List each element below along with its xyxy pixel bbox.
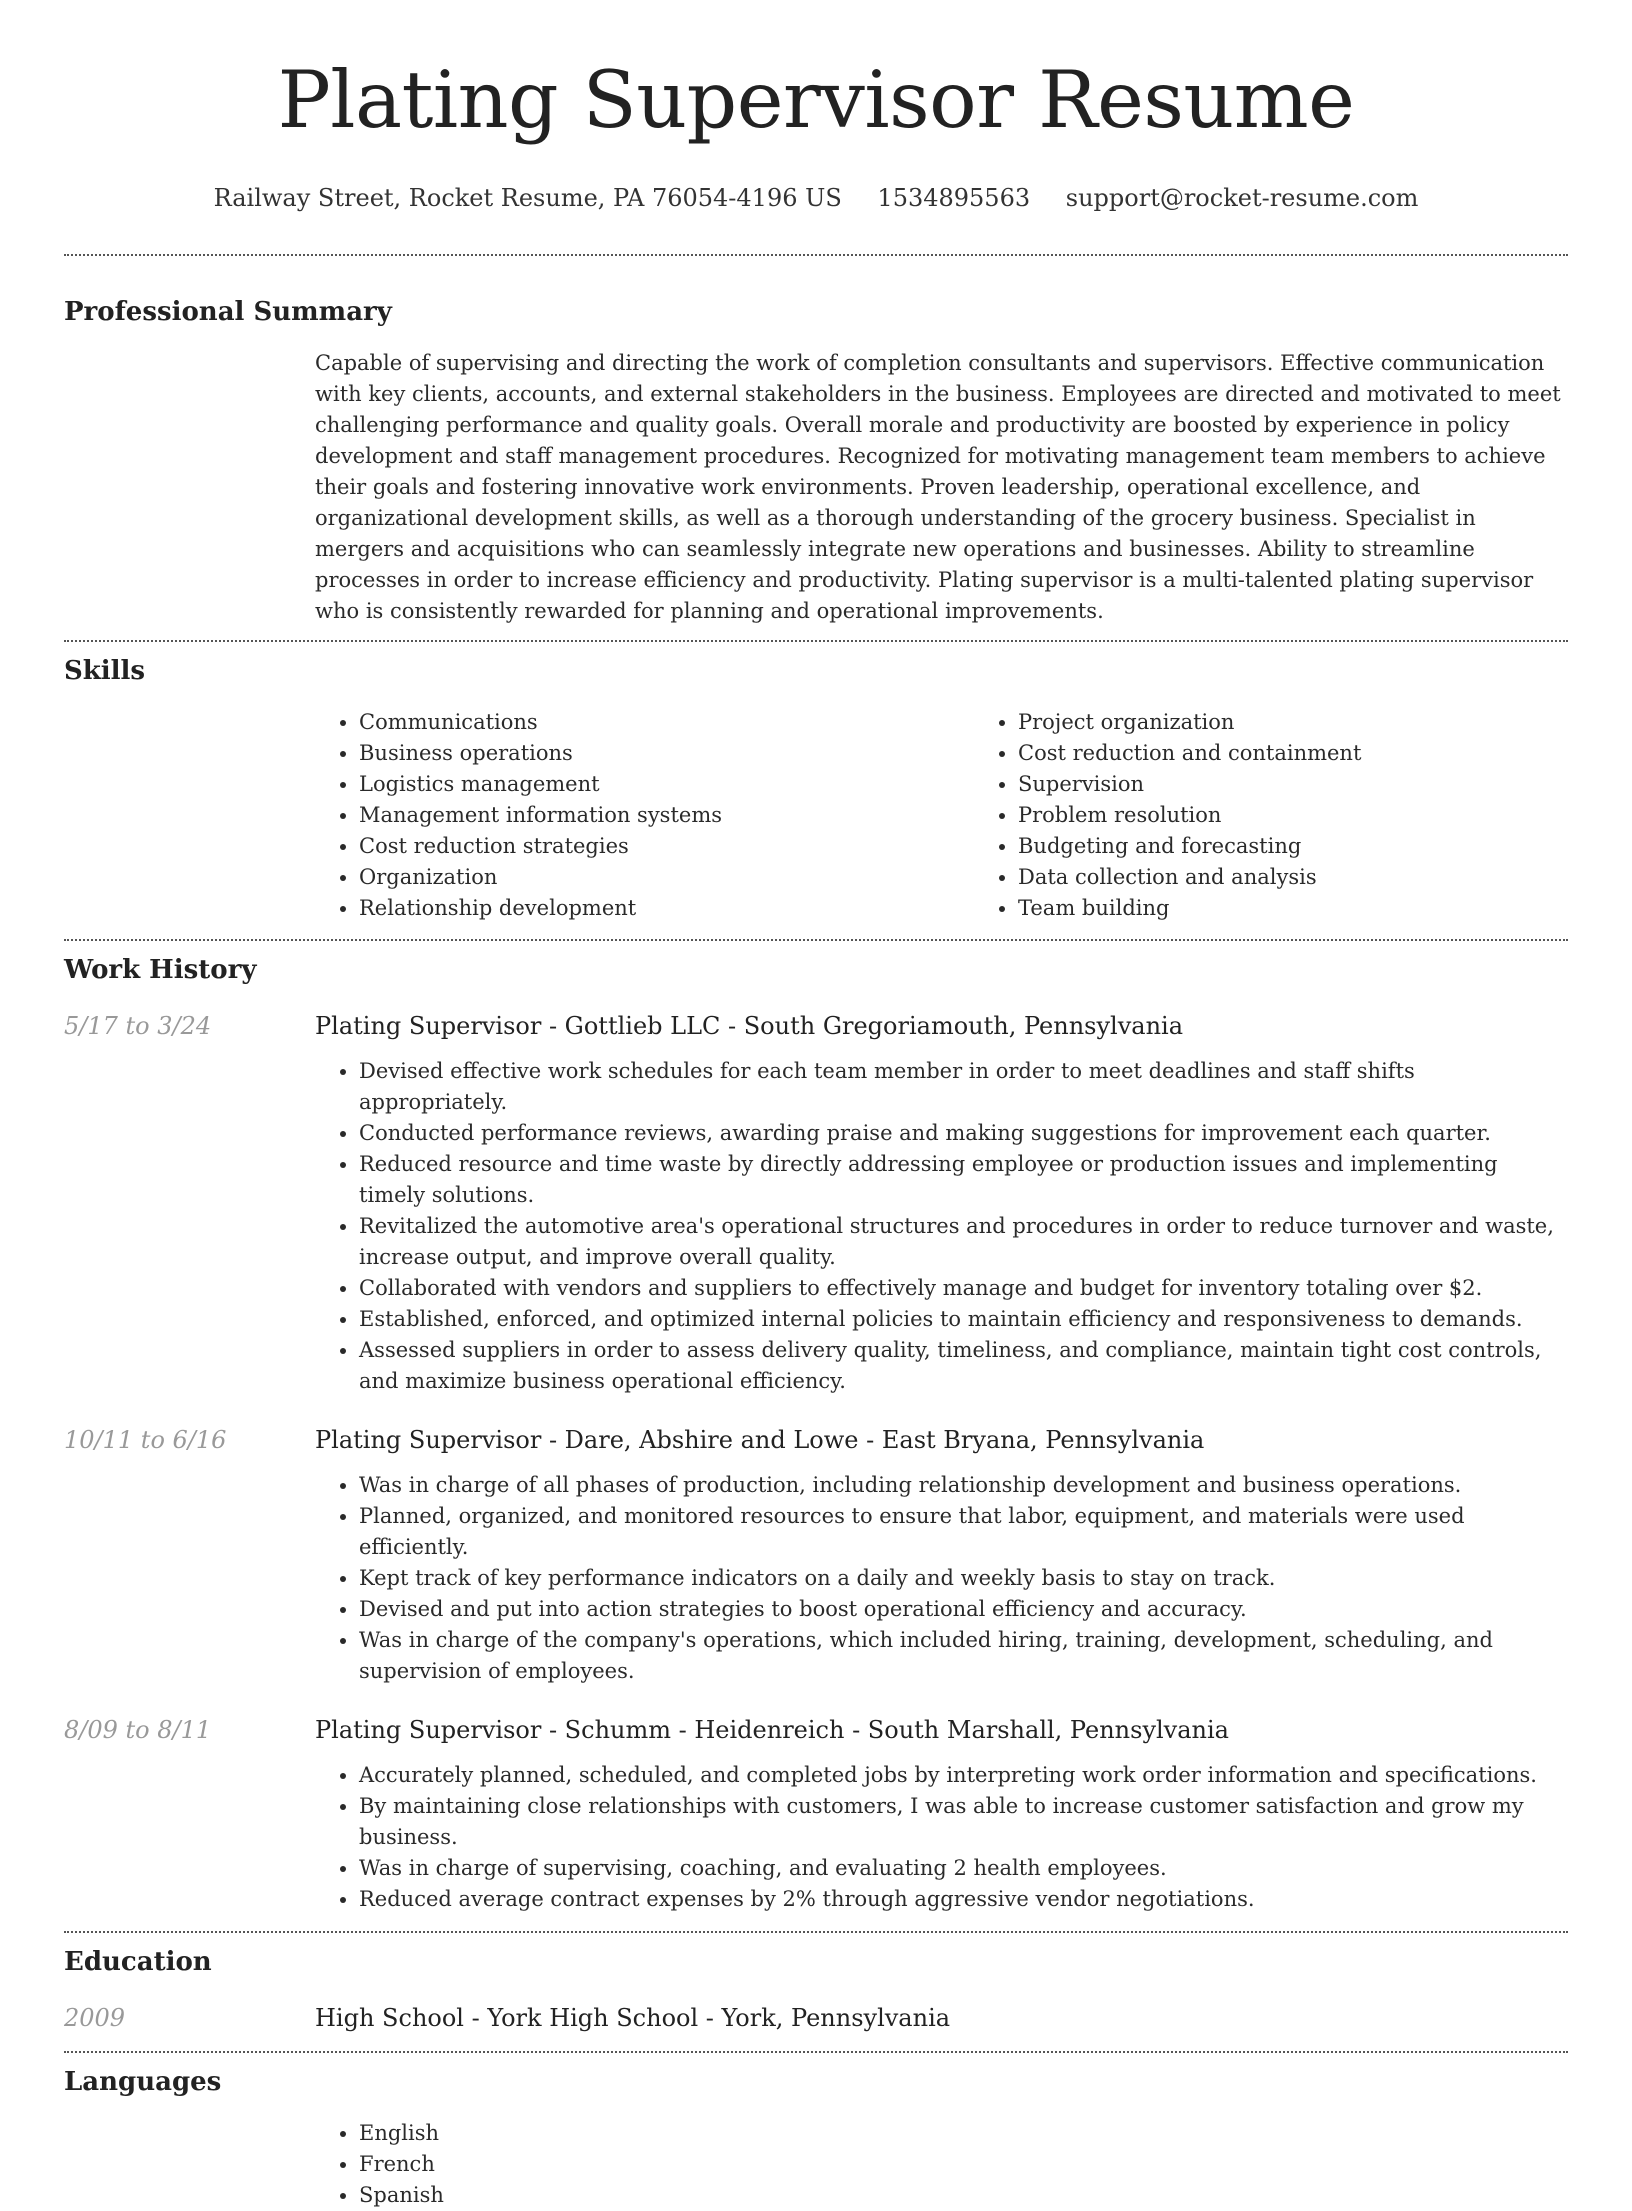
job-bullet: • Kept track of key performance indicators on a daily and weekly basis to stay on track. — [359, 1563, 1568, 1594]
job-bullet: • Devised effective work schedules for each team member in order to meet deadlines and staff shifts appropriately. — [359, 1056, 1568, 1118]
contact-email: support@rocket-resume.com — [1065, 184, 1419, 212]
work-history-section — [64, 953, 1568, 1915]
skill-item: • Budgeting and forecasting — [1018, 831, 1632, 862]
job-bullets — [315, 1056, 1568, 1397]
skills-column-2 — [974, 707, 1632, 924]
contact-line — [64, 182, 1568, 214]
skill-item: • Communications — [359, 707, 974, 738]
skill-item: • Cost reduction and containment — [1018, 738, 1632, 769]
job-bullet: • Reduced average contract expenses by 2% through aggressive vendor negotiations. — [359, 1884, 1568, 1915]
job-bullets — [315, 1760, 1568, 1915]
contact-address: Railway Street, Rocket Resume, PA 76054-4196 US — [213, 184, 842, 212]
job-dates: 5/17 to 3/24 — [64, 1012, 212, 1040]
section-divider — [64, 640, 1568, 642]
resume-title: Plating Supervisor Resume — [277, 54, 1355, 146]
summary-section — [64, 295, 1568, 627]
job-bullet: • Accurately planned, scheduled, and completed jobs by interpreting work order information and specifications. — [359, 1760, 1568, 1791]
job-bullet: • Devised and put into action strategies to boost operational efficiency and accuracy. — [359, 1594, 1568, 1625]
education-title: High School - York High School - York, Pennsylvania — [315, 2004, 951, 2032]
job-bullet: • Collaborated with vendors and suppliers to effectively manage and budget for inventory totaling over $2. — [359, 1273, 1568, 1304]
skill-item: • Relationship development — [359, 893, 974, 924]
languages-section — [64, 2065, 1568, 2211]
skills-column-1 — [315, 707, 974, 924]
job-bullet: • Planned, organized, and monitored resources to ensure that labor, equipment, and materials were used efficiently. — [359, 1501, 1568, 1563]
job-title: Plating Supervisor - Dare, Abshire and Lowe - East Bryana, Pennsylvania — [315, 1426, 1205, 1454]
skill-item: • Logistics management — [359, 769, 974, 800]
job-bullet: • Reduced resource and time waste by directly addressing employee or production issues and implementing timely solutions. — [359, 1149, 1568, 1211]
skill-item: • Team building — [1018, 893, 1632, 924]
contact-phone: 1534895563 — [877, 184, 1031, 212]
skill-item: • Cost reduction strategies — [359, 831, 974, 862]
section-divider — [64, 254, 1568, 256]
job-entry — [64, 1714, 1568, 1915]
section-divider — [64, 2051, 1568, 2053]
section-heading-skills: Skills — [64, 656, 146, 686]
skill-item: • Project organization — [1018, 707, 1632, 738]
section-heading-summary: Professional Summary — [64, 297, 392, 327]
job-bullets — [315, 1470, 1568, 1687]
language-item: • English — [359, 2118, 1568, 2149]
skill-item: • Problem resolution — [1018, 800, 1632, 831]
languages-list — [315, 2118, 1568, 2211]
section-heading-languages: Languages — [64, 2067, 222, 2097]
job-title: Plating Supervisor - Schumm - Heidenreich - South Marshall, Pennsylvania — [315, 1716, 1229, 1744]
education-entry — [64, 2002, 1568, 2034]
job-bullet: • Was in charge of all phases of production, including relationship development and business operations. — [359, 1470, 1568, 1501]
section-divider — [64, 1931, 1568, 1933]
education-year: 2009 — [64, 2004, 126, 2032]
job-bullet: • Established, enforced, and optimized internal policies to maintain efficiency and responsiveness to demands. — [359, 1304, 1568, 1335]
job-dates: 10/11 to 6/16 — [64, 1426, 227, 1454]
job-bullet: • Was in charge of the company's operations, which included hiring, training, development, scheduling, and supervision of employees. — [359, 1625, 1568, 1687]
job-entry — [64, 1424, 1568, 1687]
skills-section — [64, 654, 1568, 924]
section-heading-work-history: Work History — [64, 955, 257, 985]
skill-item: • Business operations — [359, 738, 974, 769]
language-item: • French — [359, 2149, 1568, 2180]
skill-item: • Data collection and analysis — [1018, 862, 1632, 893]
section-divider — [64, 939, 1568, 941]
job-bullet: • By maintaining close relationships with customers, I was able to increase customer satisfaction and grow my business. — [359, 1791, 1568, 1853]
skill-item: • Organization — [359, 862, 974, 893]
job-title: Plating Supervisor - Gottlieb LLC - South Gregoriamouth, Pennsylvania — [315, 1012, 1184, 1040]
skill-item: • Supervision — [1018, 769, 1632, 800]
job-bullet: • Revitalized the automotive area's operational structures and procedures in order to reduce turnover and waste, increase output, and improve overall quality. — [359, 1211, 1568, 1273]
language-item: • Spanish — [359, 2180, 1568, 2211]
job-bullet: • Assessed suppliers in order to assess delivery quality, timeliness, and compliance, maintain tight cost controls, and maximize business operational efficiency. — [359, 1335, 1568, 1397]
job-bullet: • Conducted performance reviews, awarding praise and making suggestions for improvement each quarter. — [359, 1118, 1568, 1149]
job-entry — [64, 1010, 1568, 1397]
education-section — [64, 1945, 1568, 2034]
skill-item: • Management information systems — [359, 800, 974, 831]
job-dates: 8/09 to 8/11 — [64, 1716, 212, 1744]
job-bullet: • Was in charge of supervising, coaching, and evaluating 2 health employees. — [359, 1853, 1568, 1884]
section-heading-education: Education — [64, 1947, 212, 1977]
summary-text: Capable of supervising and directing the work of completion consultants and supervisors. Effective communication with key clients, accounts, and external stakeholders in the business. Employees are directed and motivated to meet challenging performance and quality goals. Overall morale and productivity are boosted by experience in policy development and staff management procedures. Recognized for motivating management team members to achieve their goals and fostering innovative work environments. Proven leadership, operational excellence, and organizational development skills, as well as a thorough understanding of the grocery business. Specialist in mergers and acquisitions who can seamlessly integrate new operations and businesses. Ability to streamline processes in order to increase efficiency and productivity. Plating supervisor is a multi-talented plating supervisor who is consistently rewarded for planning and operational improvements. — [315, 351, 1561, 623]
